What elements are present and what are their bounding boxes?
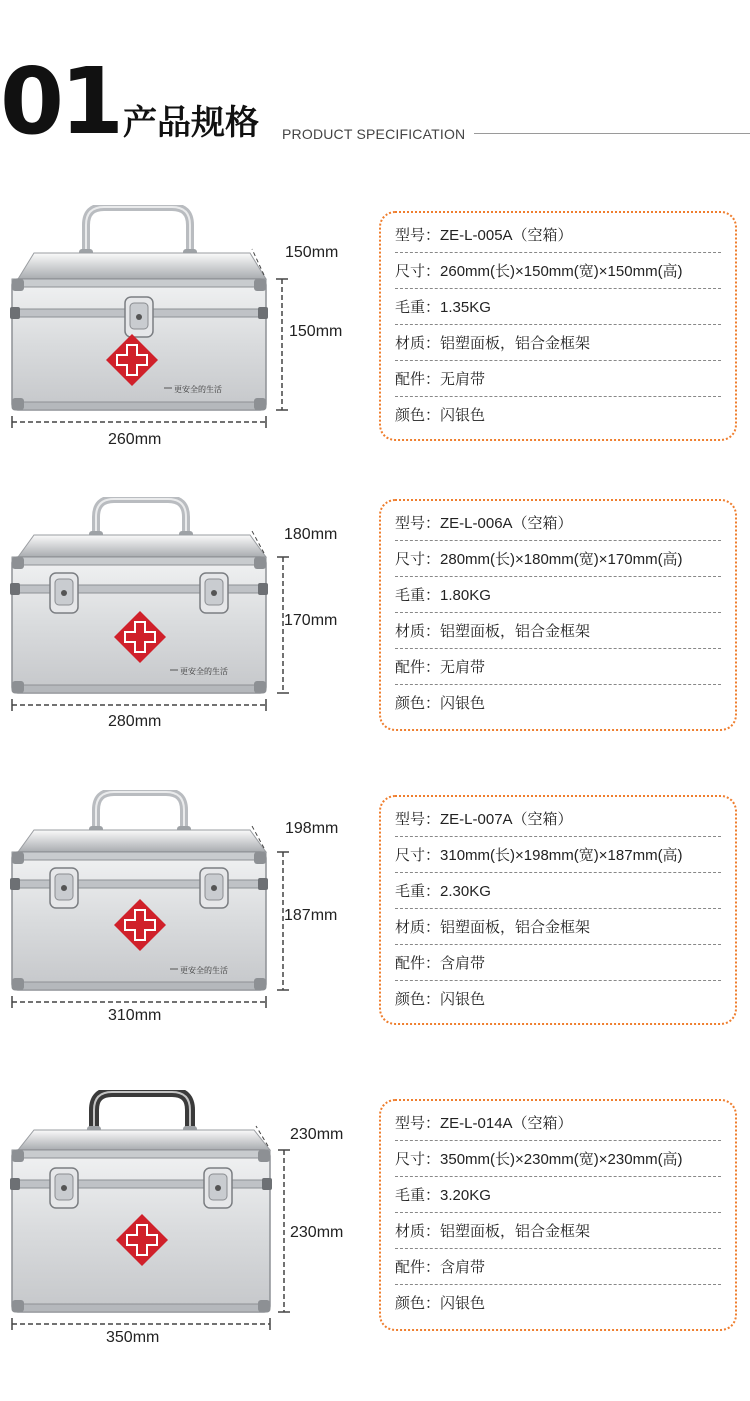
spec-row xyxy=(395,505,721,541)
spec-label: 颜色： xyxy=(395,990,441,1008)
spec-value: 350mm(长)×230mm(宽)×230mm(高) xyxy=(440,1151,683,1168)
spec-value: 闪银色 xyxy=(440,991,486,1008)
spec-label: 颜色： xyxy=(395,1294,441,1312)
spec-label: 毛重： xyxy=(395,882,441,900)
height-label: 150mm xyxy=(289,323,343,340)
spec-value: 无肩带 xyxy=(440,371,486,388)
spec-value: 1.35KG xyxy=(440,299,491,316)
spec-value: 无肩带 xyxy=(440,659,486,676)
latch xyxy=(125,297,153,337)
spec-card xyxy=(379,1099,737,1331)
spec-row xyxy=(395,253,721,289)
section-title: 产品规格 xyxy=(123,103,259,143)
spec-label: 配件： xyxy=(395,370,441,388)
spec-label: 型号： xyxy=(395,514,441,532)
spec-row xyxy=(395,289,721,325)
handle xyxy=(94,1092,190,1134)
spec-label: 尺寸： xyxy=(395,550,441,568)
handle xyxy=(96,499,186,539)
latch xyxy=(50,868,78,908)
spec-value: 闪银色 xyxy=(440,407,486,424)
spec-row xyxy=(395,577,721,613)
depth-label: 150mm xyxy=(285,244,339,261)
depth-label: 230mm xyxy=(290,1126,344,1143)
spec-row xyxy=(395,361,721,397)
spec-value: 3.20KG xyxy=(440,1187,491,1204)
spec-label: 尺寸： xyxy=(395,1150,441,1168)
spec-row xyxy=(395,649,721,685)
spec-label: 尺寸： xyxy=(395,846,441,864)
spec-row xyxy=(395,325,721,361)
latch xyxy=(204,1168,232,1208)
spec-value: 280mm(长)×180mm(宽)×170mm(高) xyxy=(440,551,683,568)
spec-row xyxy=(395,685,721,721)
spec-value: 铝塑面板，铝合金框架 xyxy=(440,335,591,352)
spec-value: 310mm(长)×198mm(宽)×187mm(高) xyxy=(440,847,683,864)
handle xyxy=(96,792,184,834)
height-label: 230mm xyxy=(290,1224,344,1241)
depth-label: 198mm xyxy=(285,820,339,837)
spec-row xyxy=(395,909,721,945)
latch xyxy=(50,573,78,613)
spec-row xyxy=(395,873,721,909)
spec-value: 铝塑面板，铝合金框架 xyxy=(440,919,591,936)
spec-row xyxy=(395,1177,721,1213)
spec-label: 材质： xyxy=(395,1222,441,1240)
spec-card xyxy=(379,211,737,441)
spec-card xyxy=(379,499,737,731)
spec-label: 颜色： xyxy=(395,406,441,424)
spec-label: 型号： xyxy=(395,810,441,828)
case-illustration-1 xyxy=(0,205,300,465)
spec-label: 毛重： xyxy=(395,586,441,604)
spec-value: ZE-L-014A（空箱） xyxy=(440,1115,573,1132)
spec-label: 毛重： xyxy=(395,298,441,316)
spec-row xyxy=(395,217,721,253)
spec-value: 含肩带 xyxy=(440,955,486,972)
height-label: 170mm xyxy=(284,612,338,629)
width-label: 260mm xyxy=(108,431,162,448)
slogan-text: 更安全的生活 xyxy=(180,667,228,676)
spec-row xyxy=(395,945,721,981)
spec-label: 型号： xyxy=(395,1114,441,1132)
width-label: 280mm xyxy=(108,713,162,730)
spec-row xyxy=(395,837,721,873)
spec-value: ZE-L-006A（空箱） xyxy=(440,515,573,532)
latch xyxy=(50,1168,78,1208)
spec-row xyxy=(395,1213,721,1249)
spec-value: 含肩带 xyxy=(440,1259,486,1276)
spec-row xyxy=(395,801,721,837)
spec-row xyxy=(395,1105,721,1141)
section-subtitle: PRODUCT SPECIFICATION xyxy=(282,126,466,142)
spec-row xyxy=(395,1141,721,1177)
spec-value: ZE-L-005A（空箱） xyxy=(440,227,573,244)
slogan-text: 更安全的生活 xyxy=(174,385,222,394)
latch xyxy=(200,573,228,613)
spec-value: 260mm(长)×150mm(宽)×150mm(高) xyxy=(440,263,683,280)
spec-label: 配件： xyxy=(395,1258,441,1276)
spec-row xyxy=(395,541,721,577)
spec-card xyxy=(379,795,737,1025)
spec-label: 材质： xyxy=(395,334,441,352)
spec-label: 型号： xyxy=(395,226,441,244)
width-label: 350mm xyxy=(106,1329,160,1346)
spec-label: 毛重： xyxy=(395,1186,441,1204)
spec-row xyxy=(395,613,721,649)
spec-value: 1.80KG xyxy=(440,587,491,604)
width-label: 310mm xyxy=(108,1007,162,1024)
spec-row xyxy=(395,1285,721,1321)
slogan-text: 更安全的生活 xyxy=(180,966,228,975)
spec-label: 尺寸： xyxy=(395,262,441,280)
spec-row xyxy=(395,397,721,433)
spec-label: 颜色： xyxy=(395,694,441,712)
spec-row xyxy=(395,1249,721,1285)
spec-label: 配件： xyxy=(395,658,441,676)
spec-value: 闪银色 xyxy=(440,695,486,712)
spec-value: ZE-L-007A（空箱） xyxy=(440,811,573,828)
handle xyxy=(86,207,190,257)
latch xyxy=(200,868,228,908)
spec-value: 铝塑面板，铝合金框架 xyxy=(440,623,591,640)
spec-value: 闪银色 xyxy=(440,1295,486,1312)
section-number: 01 xyxy=(0,48,121,155)
spec-value: 铝塑面板，铝合金框架 xyxy=(440,1223,591,1240)
height-label: 187mm xyxy=(284,907,338,924)
spec-label: 配件： xyxy=(395,954,441,972)
spec-value: 2.30KG xyxy=(440,883,491,900)
header-divider xyxy=(474,133,750,134)
spec-label: 材质： xyxy=(395,622,441,640)
case-illustration-4 xyxy=(0,1090,300,1350)
spec-label: 材质： xyxy=(395,918,441,936)
depth-label: 180mm xyxy=(284,526,338,543)
spec-row xyxy=(395,981,721,1017)
